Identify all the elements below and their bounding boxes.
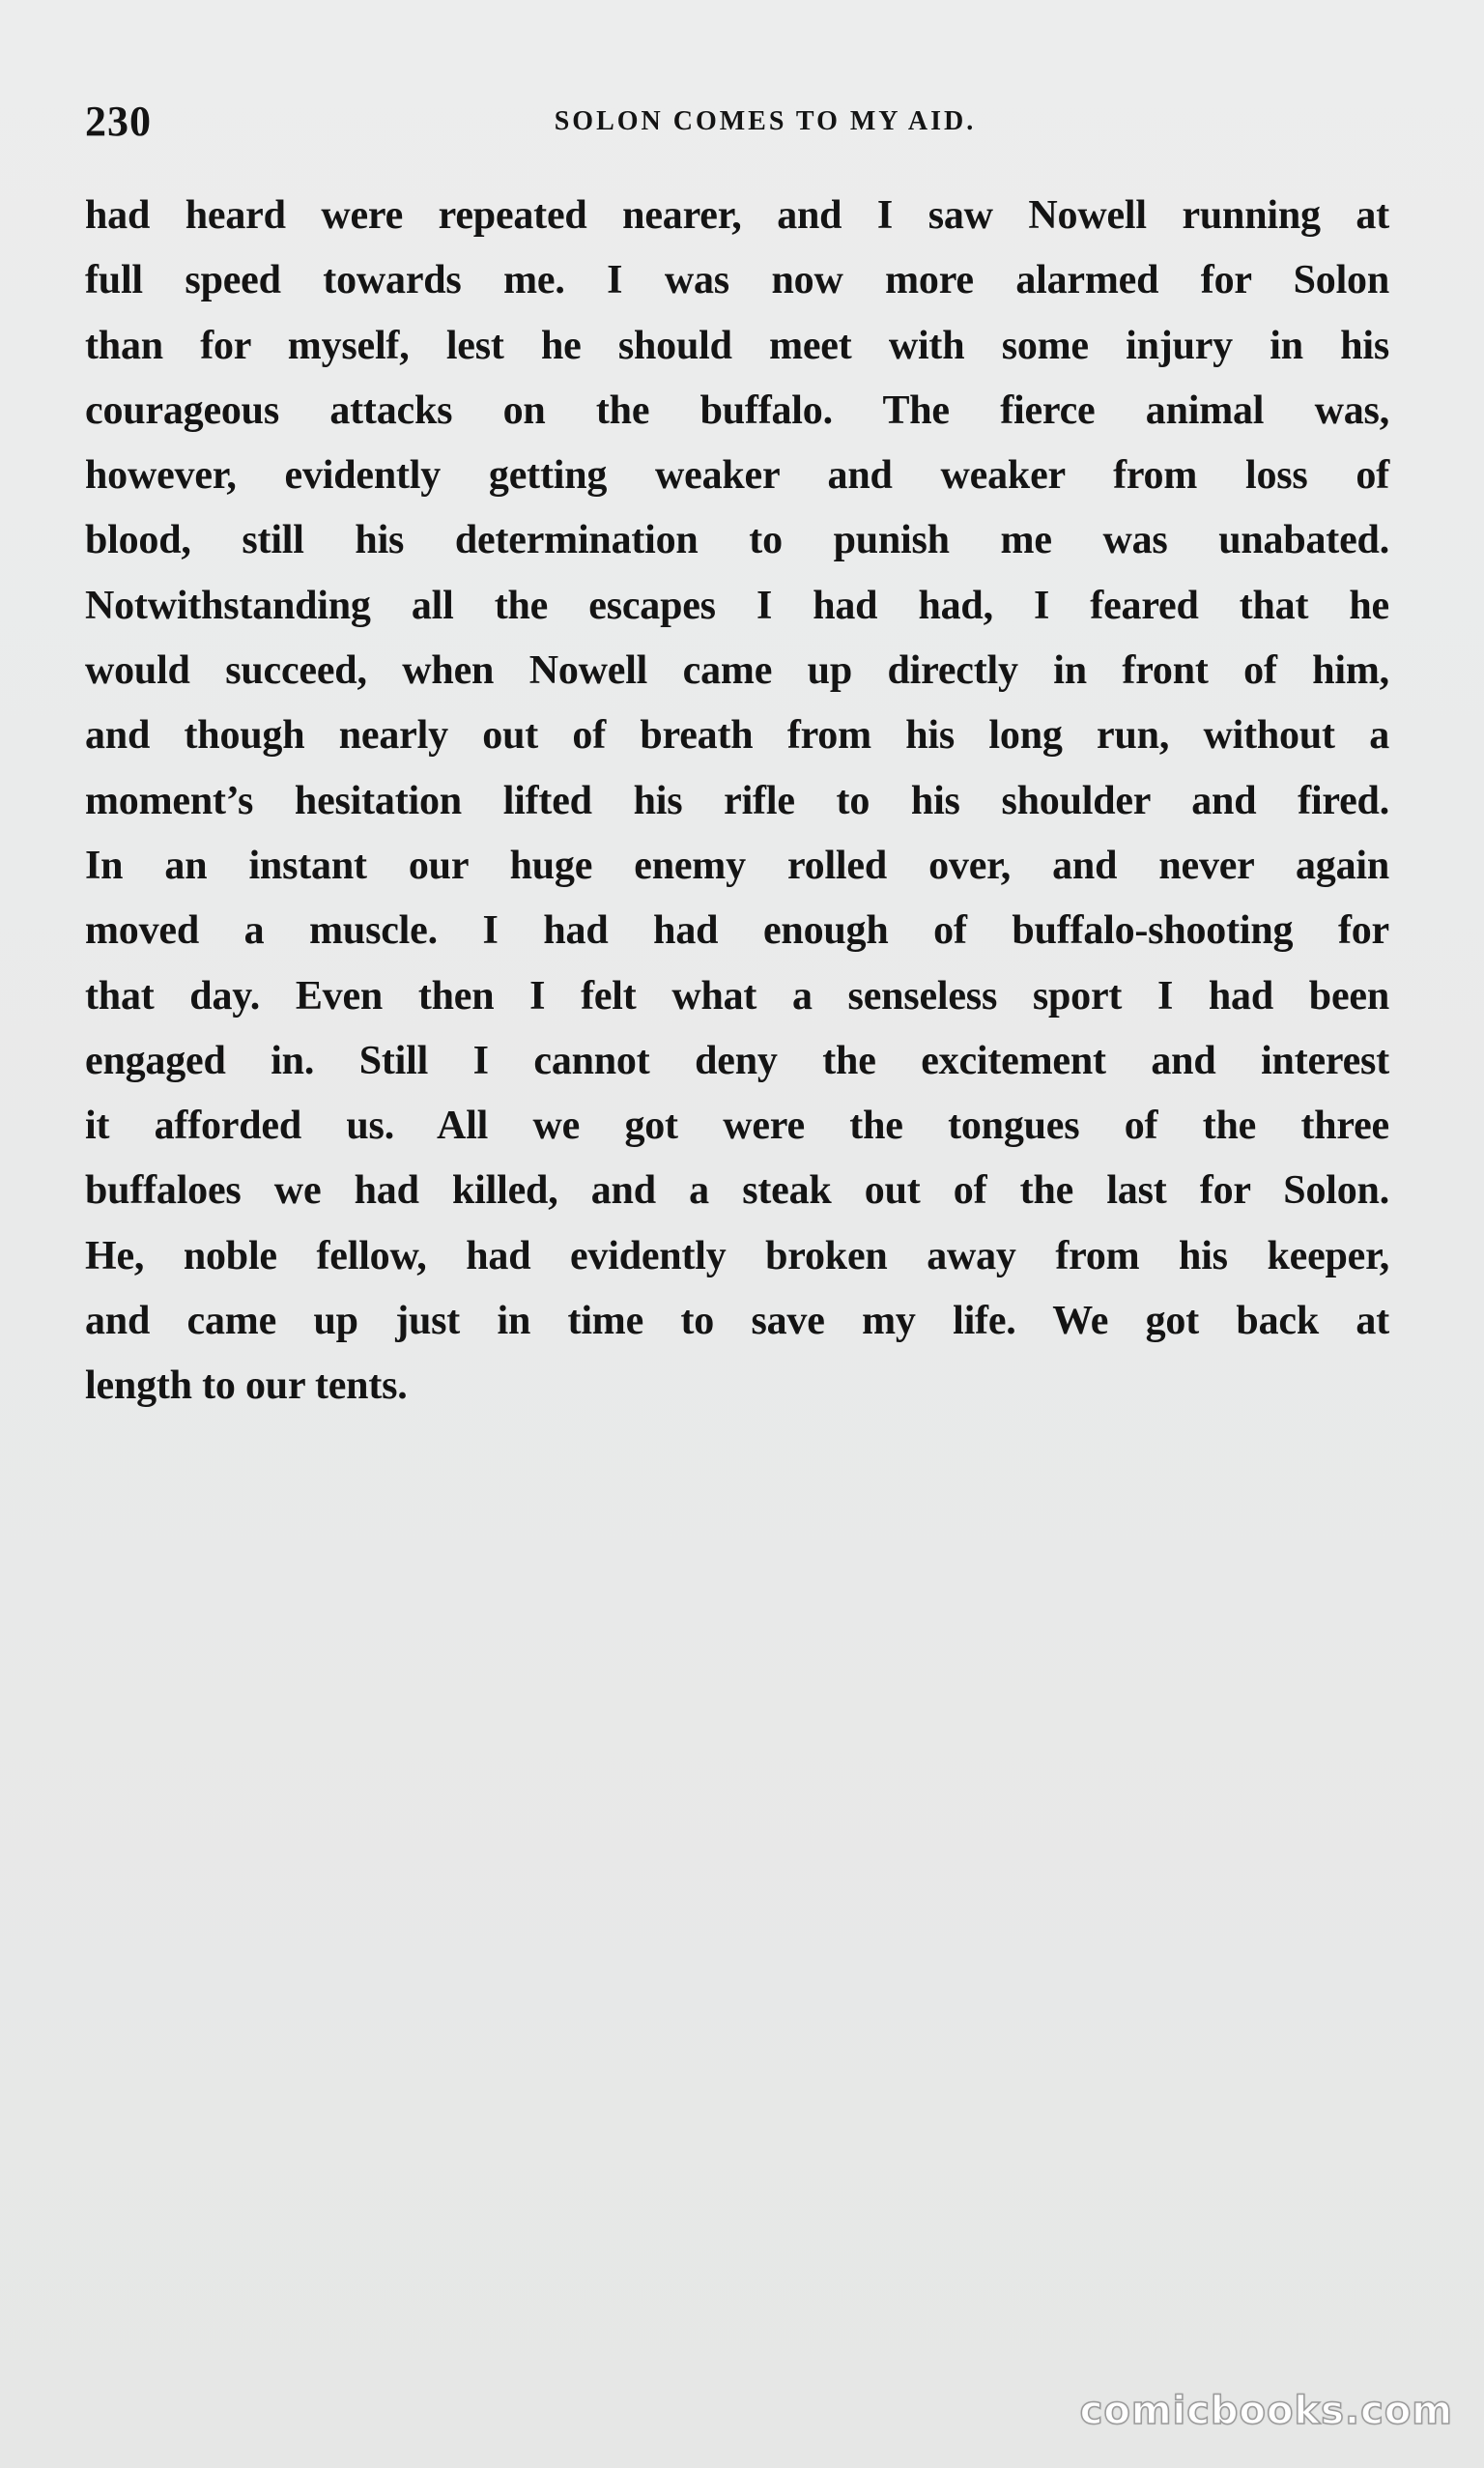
body-paragraph bbox=[85, 184, 1389, 1420]
text-line: moved a muscle. I had had enough of buffalo-shooting for bbox=[85, 908, 1389, 954]
text-line: He, noble fellow, had evidently broken away from his keeper, bbox=[85, 1233, 1389, 1278]
text-line: and came up just in time to save my life. We got back at bbox=[85, 1299, 1389, 1344]
page-header bbox=[85, 93, 1387, 151]
text-line: In an instant our huge enemy rolled over, and never again bbox=[85, 843, 1389, 888]
text-line: buffaloes we had killed, and a steak out of the last for Solon. bbox=[85, 1168, 1389, 1214]
running-head: SOLON COMES TO MY AID. bbox=[554, 106, 977, 136]
text-line: courageous attacks on the buffalo. The fierce animal was, bbox=[85, 387, 1389, 433]
text-line: full speed towards me. I was now more alarmed for Solon bbox=[85, 258, 1389, 303]
page-number: 230 bbox=[85, 98, 152, 145]
text-line: than for myself, lest he should meet with some injury in his bbox=[85, 323, 1389, 368]
text-line: had heard were repeated nearer, and I saw Nowell running at bbox=[85, 193, 1389, 238]
text-line: length to our tents. bbox=[85, 1363, 408, 1409]
site-watermark: comicbooks.com bbox=[1079, 2389, 1453, 2433]
text-line: would succeed, when Nowell came up directly in front of him, bbox=[85, 648, 1389, 694]
text-line: engaged in. Still I cannot deny the excitement and interest bbox=[85, 1038, 1389, 1083]
text-line: moment’s hesitation lifted his rifle to his shoulder and fired. bbox=[85, 778, 1389, 823]
text-line: Notwithstanding all the escapes I had had, I feared that he bbox=[85, 583, 1389, 628]
text-line: and though nearly out of breath from his long run, without a bbox=[85, 713, 1389, 759]
text-line: blood, still his determination to punish me was unabated. bbox=[85, 518, 1389, 563]
text-line: it afforded us. All we got were the tongues of the three bbox=[85, 1104, 1389, 1149]
text-line: however, evidently getting weaker and weaker from loss of bbox=[85, 453, 1389, 499]
text-line: that day. Even then I felt what a senseless sport I had been bbox=[85, 973, 1389, 1019]
